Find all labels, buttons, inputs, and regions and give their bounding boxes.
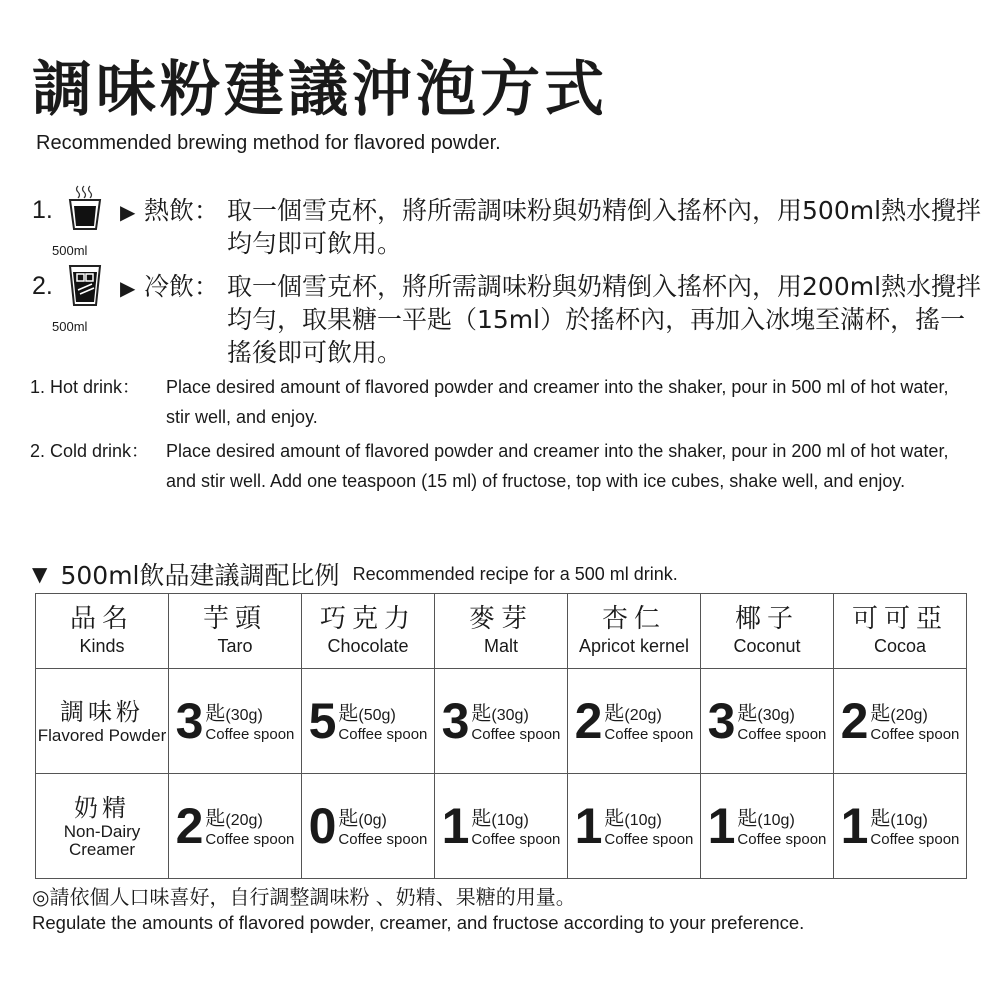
header-apricot-kernel: 杏仁 Apricot kernel — [568, 594, 701, 669]
triangle-down-icon: ▼ — [32, 562, 48, 586]
english-step-text: Place desired amount of flavored powder and creamer into the shaker, pour in 500 ml of hot water, stir well, and enjoy. — [166, 377, 949, 427]
header-malt: 麥芽 Malt — [435, 594, 568, 669]
bullet-arrow-icon: ▶ — [120, 200, 136, 224]
table-row — [36, 774, 967, 879]
english-step-text: Place desired amount of flavored powder and creamer into the shaker, pour in 200 ml of hot water, and stir well. Add one teaspoon (15 ml) of fructose, top with ice cubes, shake well, and enjoy. — [166, 441, 949, 491]
recipe-title-zh: 500ml飲品建議調配比例 — [60, 561, 340, 590]
table-cell: 1 匙(10g) Coffee spoon — [701, 774, 834, 879]
step-label: 熱飲： — [144, 196, 220, 225]
table-cell: 5 匙(50g) Coffee spoon — [302, 669, 435, 774]
table-header-row — [36, 594, 967, 669]
step-text: 取一個雪克杯，將所需調味粉與奶精倒入搖杯內，用200ml熱水攪拌均勻，取果糖一平匙（15ml）於搖杯內，再加入冰塊至滿杯，搖一搖後即可飲用。 — [227, 272, 982, 367]
english-step-label: 1. Hot drink： — [30, 377, 141, 397]
header-coconut: 椰子 Coconut — [701, 594, 834, 669]
header-taro: 芋頭 Taro — [169, 594, 302, 669]
table-cell: 1 匙(10g) Coffee spoon — [435, 774, 568, 879]
recipe-table — [35, 593, 967, 879]
page-subtitle: Recommended brewing method for flavored powder. — [36, 132, 501, 154]
note-zh: ◎請依個人口味喜好，自行調整調味粉 、奶精、果糖的用量。 — [32, 885, 576, 909]
cup-volume: 500ml — [52, 243, 88, 258]
iced-cup-icon — [64, 260, 106, 306]
recipe-section-header — [32, 556, 678, 592]
table-cell: 3 匙(30g) Coffee spoon — [701, 669, 834, 774]
table-cell: 2 匙(20g) Coffee spoon — [834, 669, 967, 774]
header-chocolate: 巧克力 Chocolate — [302, 594, 435, 669]
table-cell: 3 匙(30g) Coffee spoon — [435, 669, 568, 774]
recipe-title-en: Recommended recipe for a 500 ml drink. — [352, 563, 678, 584]
english-step-label: 2. Cold drink： — [30, 441, 150, 461]
table-cell: 2 匙(20g) Coffee spoon — [169, 774, 302, 879]
note-en: Regulate the amounts of flavored powder, creamer, and fructose according to your preference. — [32, 912, 805, 933]
row-header-flavored-powder: 調味粉 Flavored Powder — [36, 669, 169, 774]
step-number: 2. — [32, 272, 53, 300]
step-number: 1. — [32, 196, 53, 224]
cup-volume: 500ml — [52, 319, 88, 334]
page-title: 調味粉建議沖泡方式 — [32, 55, 608, 125]
table-cell: 1 匙(10g) Coffee spoon — [568, 774, 701, 879]
step-text: 取一個雪克杯，將所需調味粉與奶精倒入搖杯內，用500ml熱水攪拌均勻即可飲用。 — [227, 196, 982, 258]
header-kinds: 品名 Kinds — [36, 594, 169, 669]
table-row — [36, 669, 967, 774]
table-cell: 1 匙(10g) Coffee spoon — [834, 774, 967, 879]
table-cell: 2 匙(20g) Coffee spoon — [568, 669, 701, 774]
hot-cup-icon — [64, 184, 106, 230]
row-header-creamer: 奶精 Non-Dairy Creamer — [36, 774, 169, 879]
table-cell: 0 匙(0g) Coffee spoon — [302, 774, 435, 879]
step-label: 冷飲： — [144, 272, 220, 301]
header-cocoa: 可可亞 Cocoa — [834, 594, 967, 669]
table-cell: 3 匙(30g) Coffee spoon — [169, 669, 302, 774]
bullet-arrow-icon: ▶ — [120, 276, 136, 300]
